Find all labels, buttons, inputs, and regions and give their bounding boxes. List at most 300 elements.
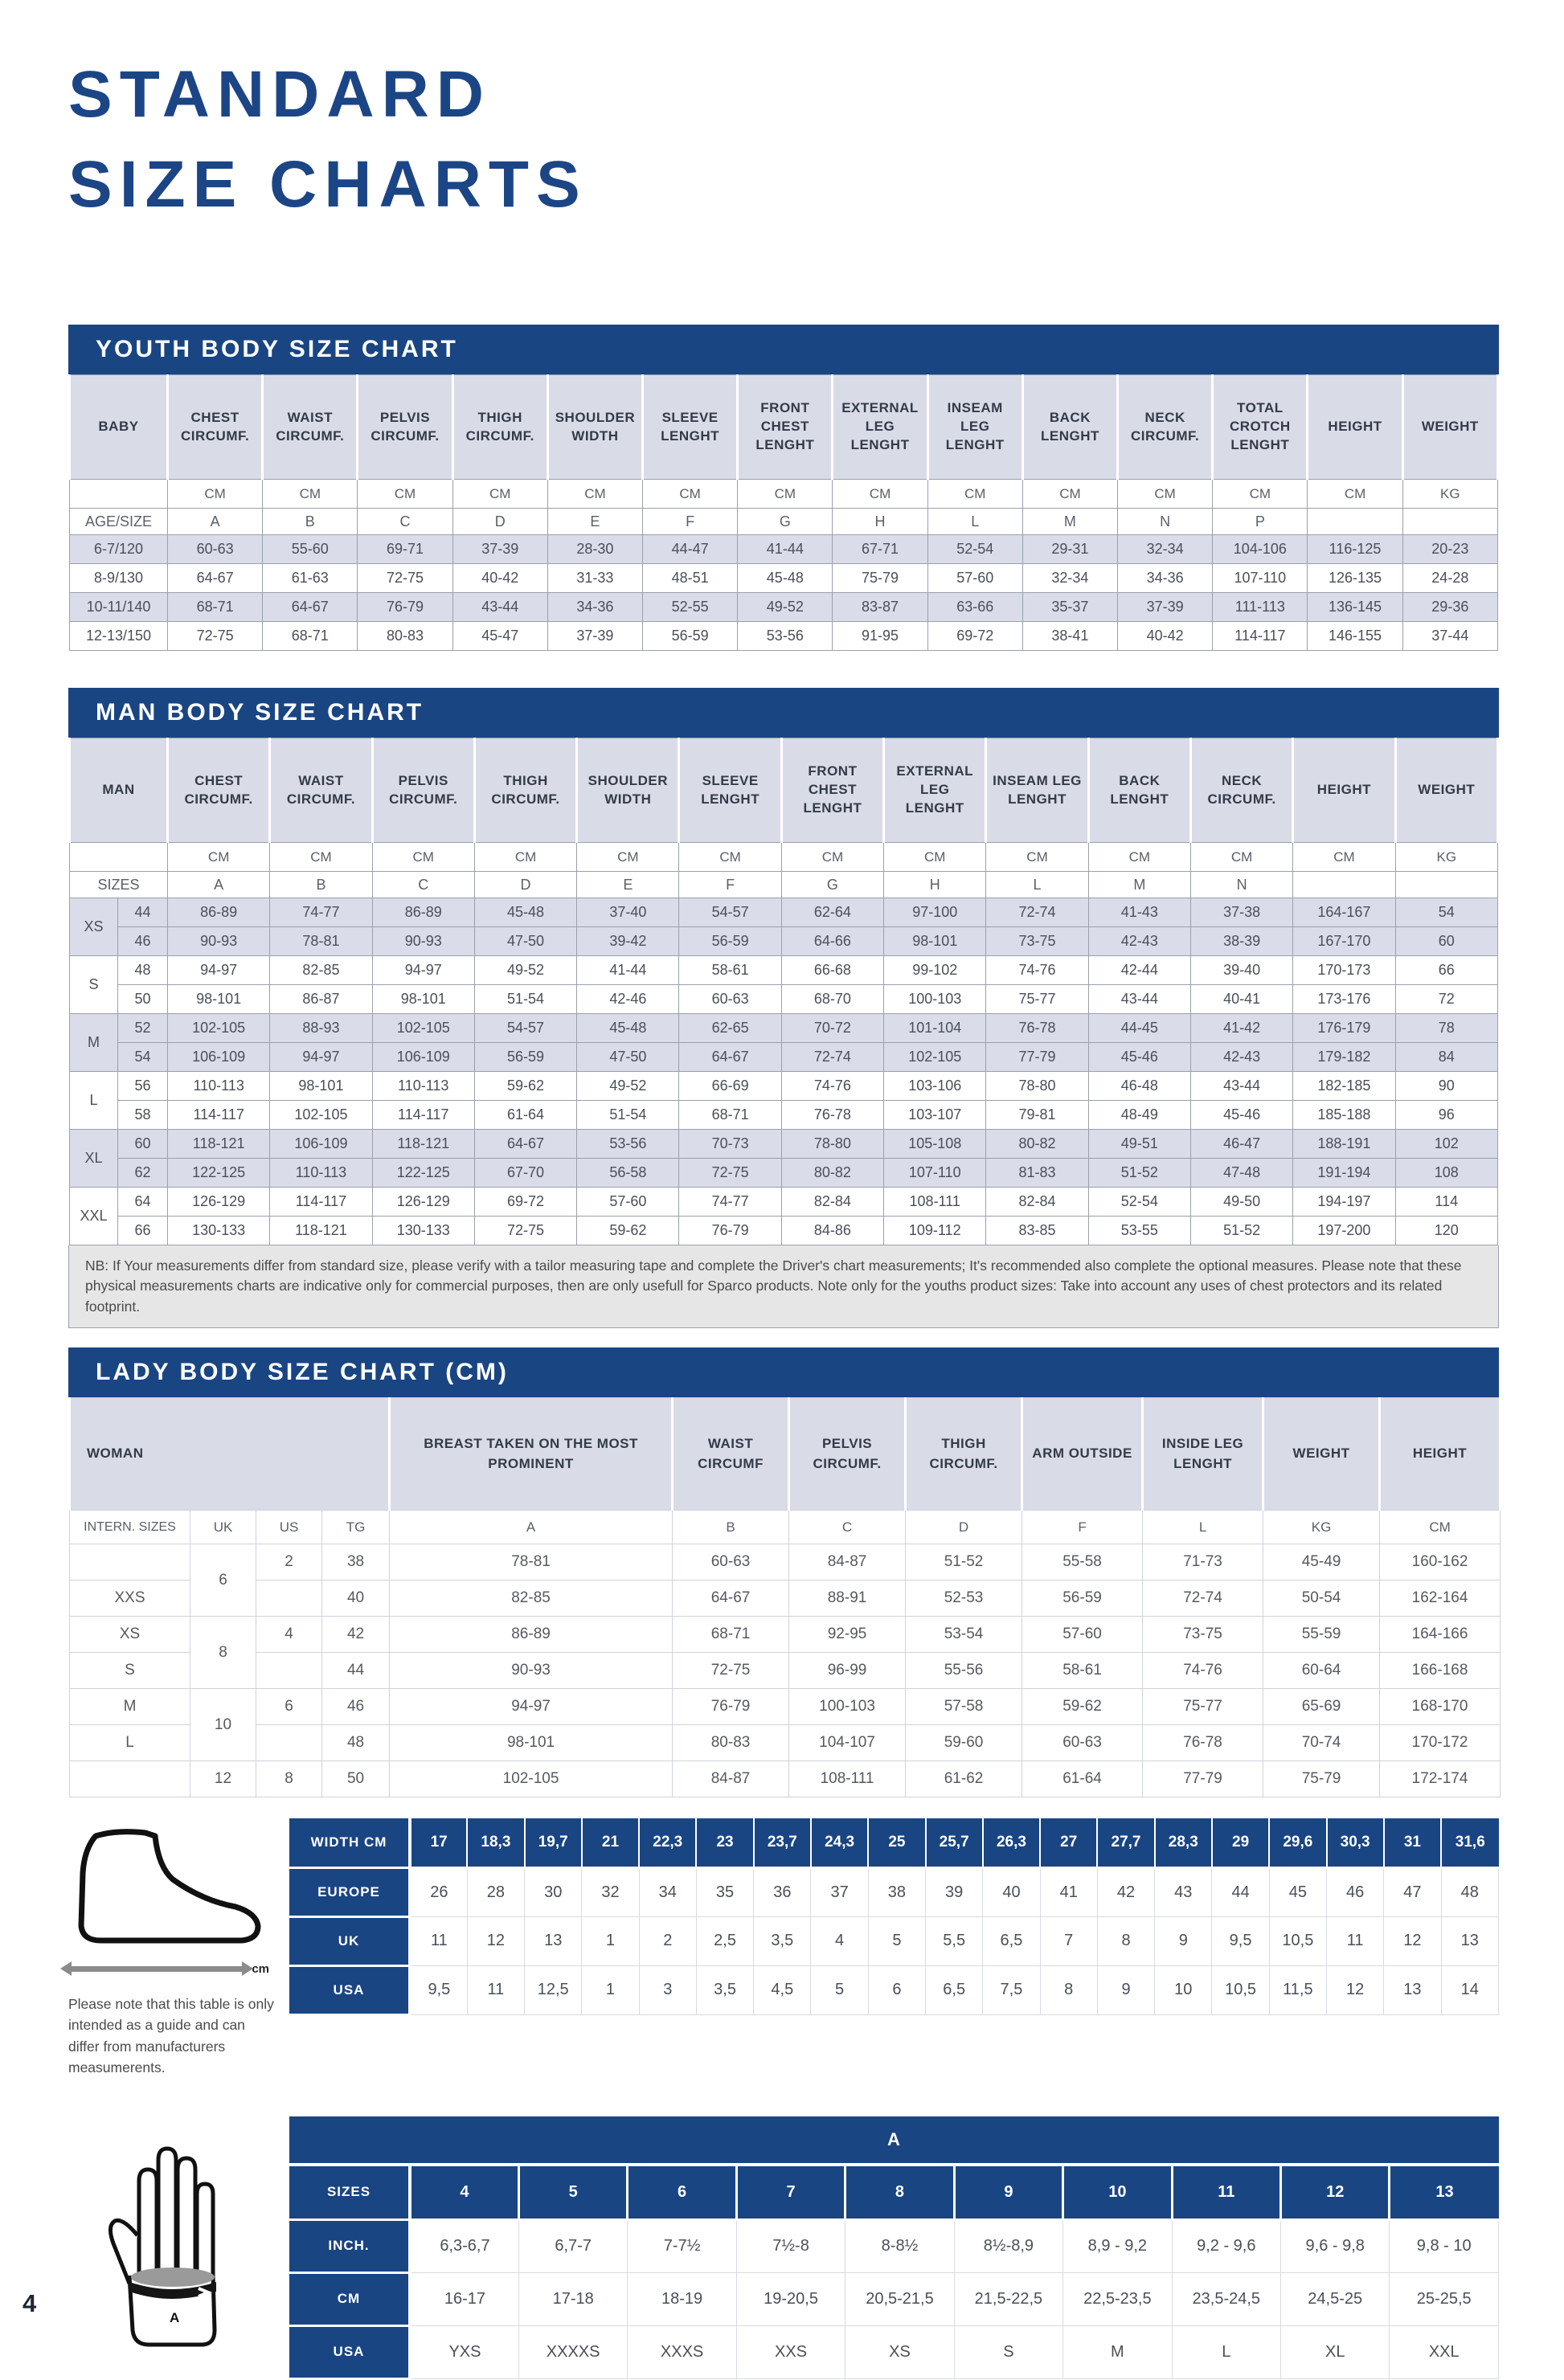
- lady-section-title: LADY BODY SIZE CHART (CM): [68, 1347, 1499, 1397]
- shoe-europe-cell: 48: [1441, 1867, 1498, 1916]
- man-section: [68, 688, 1499, 1328]
- youth-value-cell: 32-34: [1022, 564, 1117, 593]
- man-unit-cell: CM: [1293, 843, 1395, 872]
- lady-value-cell: 55-56: [906, 1653, 1022, 1689]
- youth-col-header: FRONT CHEST LENGHT: [738, 375, 833, 480]
- man-value-cell: 188-191: [1293, 1130, 1395, 1159]
- youth-value-cell: 104-106: [1213, 535, 1308, 564]
- shoe-uk-cell: 8: [1097, 1916, 1154, 1965]
- shoe-usa-cell: 11,5: [1269, 1965, 1326, 2014]
- man-value-cell: 72-74: [781, 1043, 883, 1072]
- lady-value-cell: 57-60: [1022, 1617, 1143, 1653]
- youth-value-cell: 24-28: [1402, 564, 1497, 593]
- man-value-cell: 79-81: [986, 1101, 1088, 1130]
- youth-letter-cell: D: [452, 509, 547, 535]
- man-value-cell: 102-105: [884, 1043, 986, 1072]
- man-unit-cell: CM: [1190, 843, 1292, 872]
- youth-value-cell: 37-39: [547, 622, 642, 651]
- man-value-cell: 43-44: [1190, 1072, 1292, 1101]
- lady-value-cell: 75-77: [1143, 1689, 1263, 1725]
- youth-header-row: [70, 375, 1498, 480]
- man-value-cell: 118-121: [372, 1130, 474, 1159]
- lady-us-cell: [256, 1581, 322, 1617]
- youth-letter-cell: M: [1022, 509, 1117, 535]
- youth-value-cell: 136-145: [1308, 593, 1402, 622]
- glove-size-cell: 9: [954, 2166, 1062, 2219]
- man-unit-cell: KG: [1395, 843, 1497, 872]
- lady-value-cell: 55-59: [1263, 1617, 1380, 1653]
- glove-usa-cell: XXXS: [628, 2325, 736, 2378]
- lady-uk-cell: 6: [190, 1544, 256, 1617]
- shoe-uk-cell: 11: [1327, 1916, 1384, 1965]
- youth-unit-cell: CM: [738, 480, 833, 509]
- shoe-uk-cell: 9,5: [1212, 1916, 1269, 1965]
- youth-units-row: [70, 480, 1498, 509]
- lady-uk-cell: 10: [190, 1689, 256, 1761]
- youth-table: [68, 374, 1499, 651]
- man-value-cell: 51-52: [1190, 1217, 1292, 1245]
- man-value-cell: 110-113: [168, 1072, 270, 1101]
- youth-unit-cell: CM: [833, 480, 927, 509]
- shoe-uk-cell: 7: [1040, 1916, 1097, 1965]
- youth-col-header: THIGH CIRCUMF.: [452, 375, 547, 480]
- man-value-cell: 107-110: [884, 1159, 986, 1188]
- man-value-cell: 45-48: [474, 898, 576, 927]
- shoe-europe-cell: 47: [1384, 1867, 1441, 1916]
- youth-value-cell: 41-44: [738, 535, 833, 564]
- youth-size-cell: 6-7/120: [70, 535, 168, 564]
- youth-letter-cell: AGE/SIZE: [70, 509, 168, 535]
- shoe-usa-cell: 7,5: [983, 1965, 1040, 2014]
- man-value-cell: 82-84: [986, 1188, 1088, 1217]
- youth-value-cell: 64-67: [168, 564, 263, 593]
- youth-unit-cell: [70, 480, 168, 509]
- hand-measure-label: A: [170, 2310, 180, 2326]
- shoe-europe-cell: 39: [926, 1867, 983, 1916]
- youth-section-title: YOUTH BODY SIZE CHART: [68, 325, 1499, 374]
- man-value-cell: 90-93: [168, 927, 270, 956]
- man-value-cell: 57-60: [577, 1188, 679, 1217]
- man-size-group-cell: XL: [70, 1130, 118, 1188]
- shoe-width-cell: 17: [410, 1818, 467, 1867]
- man-unit-cell: CM: [577, 843, 679, 872]
- youth-value-cell: 80-83: [358, 622, 452, 651]
- man-value-cell: 41-42: [1190, 1014, 1292, 1043]
- youth-size-cell: 10-11/140: [70, 593, 168, 622]
- man-value-cell: 126-129: [372, 1188, 474, 1217]
- youth-unit-cell: CM: [358, 480, 452, 509]
- man-value-cell: 54-57: [474, 1014, 576, 1043]
- man-value-cell: 114-117: [168, 1101, 270, 1130]
- man-value-cell: 167-170: [1293, 927, 1395, 956]
- man-value-cell: 106-109: [270, 1130, 372, 1159]
- man-value-cell: 96: [1395, 1101, 1497, 1130]
- man-value-cell: 64-66: [781, 927, 883, 956]
- man-value-cell: 86-89: [372, 898, 474, 927]
- man-value-cell: 114: [1395, 1188, 1497, 1217]
- shoe-table: [289, 1818, 1499, 2016]
- glove-inch-cell: 8½-8,9: [954, 2219, 1062, 2272]
- youth-value-cell: 72-75: [358, 564, 452, 593]
- glove-usa-cell: L: [1172, 2325, 1280, 2378]
- man-value-cell: 54-57: [679, 898, 781, 927]
- youth-unit-cell: CM: [1308, 480, 1402, 509]
- man-value-cell: 53-56: [577, 1130, 679, 1159]
- lady-subheader-cell: L: [1143, 1511, 1263, 1544]
- lady-value-cell: 61-62: [906, 1761, 1022, 1797]
- glove-size-cell: 12: [1281, 2166, 1390, 2219]
- man-value-cell: 37-38: [1190, 898, 1292, 927]
- shoe-europe-cell: 32: [582, 1867, 639, 1916]
- glove-measure-bar: A: [289, 2116, 1499, 2163]
- shoe-width-cell: 23,7: [754, 1818, 811, 1867]
- youth-letter-cell: E: [547, 509, 642, 535]
- man-value-cell: 49-52: [577, 1072, 679, 1101]
- man-value-cell: 100-103: [884, 985, 986, 1014]
- lady-col-header: INSIDE LEG LENGHT: [1143, 1398, 1263, 1511]
- youth-unit-cell: CM: [927, 480, 1022, 509]
- youth-value-cell: 55-60: [263, 535, 358, 564]
- lady-value-cell: 58-61: [1022, 1653, 1143, 1689]
- youth-value-cell: 37-39: [452, 535, 547, 564]
- boot-width-arrow: [68, 1962, 269, 1976]
- lady-col-header: BREAST TAKEN ON THE MOST PROMINENT: [390, 1398, 673, 1511]
- lady-section: [68, 1347, 1499, 1797]
- youth-value-cell: 61-63: [263, 564, 358, 593]
- man-letter-cell: H: [884, 872, 986, 898]
- glove-cm-cell: 20,5-21,5: [845, 2272, 954, 2325]
- man-unit-cell: CM: [884, 843, 986, 872]
- shoe-width-cell: 18,3: [467, 1818, 524, 1867]
- man-value-cell: 83-85: [986, 1217, 1088, 1245]
- man-col-header: FRONT CHEST LENGHT: [781, 738, 883, 843]
- man-value-cell: 72-74: [986, 898, 1088, 927]
- youth-value-cell: 52-55: [643, 593, 738, 622]
- shoe-icon-column: [68, 1818, 289, 2078]
- glove-usa-cell: XS: [845, 2325, 954, 2378]
- man-value-cell: 44-45: [1088, 1014, 1190, 1043]
- man-value-cell: 173-176: [1293, 985, 1395, 1014]
- man-size-cell: 44: [118, 898, 168, 927]
- lady-value-cell: 60-63: [673, 1544, 789, 1581]
- lady-value-cell: 92-95: [789, 1617, 906, 1653]
- man-col-header: CHEST CIRCUMF.: [168, 738, 270, 843]
- lady-tg-cell: 42: [322, 1617, 390, 1653]
- youth-col-header: SLEEVE LENGHT: [643, 375, 738, 480]
- lady-intern-size-cell: [70, 1761, 190, 1797]
- shoe-width-cell: 27: [1040, 1818, 1097, 1867]
- man-value-cell: 76-78: [781, 1101, 883, 1130]
- youth-value-cell: 126-135: [1308, 564, 1402, 593]
- youth-value-cell: 146-155: [1308, 622, 1402, 651]
- man-value-cell: 68-71: [679, 1101, 781, 1130]
- man-size-cell: 50: [118, 985, 168, 1014]
- youth-value-cell: 111-113: [1213, 593, 1308, 622]
- man-value-cell: 78-80: [986, 1072, 1088, 1101]
- man-value-cell: 78-80: [781, 1130, 883, 1159]
- man-letter-cell: D: [474, 872, 576, 898]
- glove-inch-cell: 8,9 - 9,2: [1063, 2219, 1172, 2272]
- lady-subheader-cell: UK: [190, 1511, 256, 1544]
- man-value-cell: 48-49: [1088, 1101, 1190, 1130]
- man-data-row: [70, 1130, 1498, 1159]
- youth-value-cell: 69-72: [927, 622, 1022, 651]
- lady-value-cell: 76-79: [673, 1689, 789, 1725]
- youth-value-cell: 32-34: [1118, 535, 1213, 564]
- youth-value-cell: 29-31: [1022, 535, 1117, 564]
- shoe-usa-cell: 12: [1327, 1965, 1384, 2014]
- lady-us-cell: 6: [256, 1689, 322, 1725]
- youth-unit-cell: KG: [1402, 480, 1497, 509]
- glove-inch-cell: 8-8½: [845, 2219, 954, 2272]
- man-value-cell: 82-84: [781, 1188, 883, 1217]
- shoe-europe-cell: 26: [410, 1867, 467, 1916]
- man-value-cell: 59-62: [577, 1217, 679, 1245]
- lady-col-header: ARM OUTSIDE: [1022, 1398, 1143, 1511]
- lady-us-cell: 2: [256, 1544, 322, 1581]
- man-value-cell: 74-77: [270, 898, 372, 927]
- shoe-row-header: WIDTH CM: [289, 1818, 410, 1867]
- man-value-cell: 78-81: [270, 927, 372, 956]
- shoe-width-cell: 25,7: [926, 1818, 983, 1867]
- glove-size-cell: 10: [1063, 2166, 1172, 2219]
- shoe-europe-cell: 36: [754, 1867, 811, 1916]
- youth-col-header: NECK CIRCUMF.: [1118, 375, 1213, 480]
- lady-tg-cell: 48: [322, 1725, 390, 1761]
- lady-tg-cell: 50: [322, 1761, 390, 1797]
- shoe-uk-cell: 6,5: [983, 1916, 1040, 1965]
- man-value-cell: 101-104: [884, 1014, 986, 1043]
- lady-value-cell: 94-97: [390, 1689, 673, 1725]
- lady-data-row: [70, 1653, 1501, 1689]
- glove-cm-cell: 17-18: [518, 2272, 627, 2325]
- youth-letter-cell: H: [833, 509, 927, 535]
- man-value-cell: 77-79: [986, 1043, 1088, 1072]
- man-value-cell: 41-43: [1088, 898, 1190, 927]
- shoe-uk-cell: 13: [1441, 1916, 1498, 1965]
- shoe-usa-cell: 3: [639, 1965, 696, 2014]
- youth-value-cell: 83-87: [833, 593, 927, 622]
- shoe-note: Please note that this table is only intended as a guide and can differ from manufacturers measumerents.: [68, 1996, 274, 2075]
- youth-value-cell: 75-79: [833, 564, 927, 593]
- double-arrow-icon: [70, 1966, 244, 1972]
- glove-size-cell: 11: [1172, 2166, 1280, 2219]
- youth-value-cell: 20-23: [1402, 535, 1497, 564]
- man-value-cell: 68-70: [781, 985, 883, 1014]
- man-value-cell: 38-39: [1190, 927, 1292, 956]
- man-size-cell: 66: [118, 1217, 168, 1245]
- youth-value-cell: 57-60: [927, 564, 1022, 593]
- youth-value-cell: 68-71: [263, 622, 358, 651]
- glove-usa-cell: S: [954, 2325, 1062, 2378]
- man-value-cell: 61-64: [474, 1101, 576, 1130]
- shoe-uk-cell: 9: [1155, 1916, 1212, 1965]
- lady-uk-cell: 12: [190, 1761, 256, 1797]
- youth-letter-cell: [1308, 509, 1402, 535]
- man-unit-cell: CM: [474, 843, 576, 872]
- lady-us-cell: [256, 1653, 322, 1689]
- glove-cm-row: [289, 2272, 1499, 2325]
- shoe-usa-cell: 12,5: [525, 1965, 582, 2014]
- man-value-cell: 82-85: [270, 956, 372, 985]
- man-value-cell: 56-58: [577, 1159, 679, 1188]
- lady-intern-size-cell: M: [70, 1689, 190, 1725]
- man-data-row: [70, 956, 1498, 985]
- lady-value-cell: 88-91: [789, 1581, 906, 1617]
- youth-data-row: [70, 622, 1498, 651]
- lady-tg-cell: 38: [322, 1544, 390, 1581]
- lady-value-cell: 71-73: [1143, 1544, 1263, 1581]
- man-letter-cell: C: [372, 872, 474, 898]
- man-value-cell: 114-117: [270, 1188, 372, 1217]
- page-title-line2: SIZE CHARTS: [68, 148, 588, 221]
- man-value-cell: 102: [1395, 1130, 1497, 1159]
- shoe-europe-cell: 46: [1327, 1867, 1384, 1916]
- shoe-width-cell: 19,7: [525, 1818, 582, 1867]
- lady-col-header: THIGH CIRCUMF.: [906, 1398, 1022, 1511]
- page-title: [68, 50, 1499, 230]
- lady-data-row: [70, 1725, 1501, 1761]
- youth-value-cell: 53-56: [738, 622, 833, 651]
- lady-subheader-cell: KG: [1263, 1511, 1380, 1544]
- man-value-cell: 99-102: [884, 956, 986, 985]
- glove-cm-cell: 25-25,5: [1390, 2272, 1499, 2325]
- shoe-europe-cell: 44: [1212, 1867, 1269, 1916]
- youth-unit-cell: CM: [168, 480, 263, 509]
- man-value-cell: 46-47: [1190, 1130, 1292, 1159]
- man-size-cell: 56: [118, 1072, 168, 1101]
- glove-size-cell: 5: [518, 2166, 627, 2219]
- man-value-cell: 122-125: [168, 1159, 270, 1188]
- shoe-europe-cell: 34: [639, 1867, 696, 1916]
- youth-data-row: [70, 564, 1498, 593]
- man-value-cell: 59-62: [474, 1072, 576, 1101]
- shoe-width-cell: 22,3: [639, 1818, 696, 1867]
- youth-value-cell: 37-44: [1402, 622, 1497, 651]
- man-col-header: THIGH CIRCUMF.: [474, 738, 576, 843]
- shoe-uk-cell: 3,5: [754, 1916, 811, 1965]
- man-value-cell: 118-121: [270, 1217, 372, 1245]
- glove-sizes-row: [289, 2166, 1499, 2219]
- shoe-usa-cell: 6,5: [926, 1965, 983, 2014]
- man-value-cell: 73-75: [986, 927, 1088, 956]
- man-col-header: WEIGHT: [1395, 738, 1497, 843]
- glove-usa-row: [289, 2325, 1499, 2378]
- lady-intern-size-cell: S: [70, 1653, 190, 1689]
- lady-subheader-cell: F: [1022, 1511, 1143, 1544]
- lady-value-cell: 61-64: [1022, 1761, 1143, 1797]
- lady-subheader-cell: C: [789, 1511, 906, 1544]
- lady-value-cell: 57-58: [906, 1689, 1022, 1725]
- lady-tg-cell: 40: [322, 1581, 390, 1617]
- man-letter-cell: SIZES: [70, 872, 168, 898]
- lady-value-cell: 170-172: [1380, 1725, 1501, 1761]
- glove-size-cell: 4: [410, 2166, 518, 2219]
- man-value-cell: 60: [1395, 927, 1497, 956]
- shoe-europe-cell: 43: [1155, 1867, 1212, 1916]
- lady-value-cell: 160-162: [1380, 1544, 1501, 1581]
- shoe-europe-cell: 38: [868, 1867, 925, 1916]
- lady-value-cell: 108-111: [789, 1761, 906, 1797]
- youth-letter-cell: G: [738, 509, 833, 535]
- man-value-cell: 185-188: [1293, 1101, 1395, 1130]
- hand-icon: [84, 2123, 245, 2364]
- man-letter-cell: [1293, 872, 1395, 898]
- lady-table: [68, 1397, 1501, 1797]
- glove-cm-cell: 22,5-23,5: [1063, 2272, 1172, 2325]
- man-value-cell: 49-52: [474, 956, 576, 985]
- page-title-line1: STANDARD: [68, 58, 492, 131]
- lady-value-cell: 82-85: [390, 1581, 673, 1617]
- man-value-cell: 51-54: [474, 985, 576, 1014]
- man-value-cell: 39-40: [1190, 956, 1292, 985]
- man-value-cell: 62-65: [679, 1014, 781, 1043]
- youth-letter-cell: F: [643, 509, 738, 535]
- man-value-cell: 74-76: [986, 956, 1088, 985]
- man-value-cell: 66: [1395, 956, 1497, 985]
- lady-value-cell: 96-99: [789, 1653, 906, 1689]
- youth-letter-cell: L: [927, 509, 1022, 535]
- lady-value-cell: 76-78: [1143, 1725, 1263, 1761]
- man-value-cell: 45-46: [1088, 1043, 1190, 1072]
- man-value-cell: 67-70: [474, 1159, 576, 1188]
- man-value-cell: 122-125: [372, 1159, 474, 1188]
- youth-value-cell: 28-30: [547, 535, 642, 564]
- youth-col-header: PELVIS CIRCUMF.: [358, 375, 452, 480]
- shoe-uk-cell: 2: [639, 1916, 696, 1965]
- man-value-cell: 90: [1395, 1072, 1497, 1101]
- man-value-cell: 105-108: [884, 1130, 986, 1159]
- youth-value-cell: 38-41: [1022, 622, 1117, 651]
- lady-value-cell: 102-105: [390, 1761, 673, 1797]
- man-size-group-cell: L: [70, 1072, 118, 1130]
- man-value-cell: 126-129: [168, 1188, 270, 1217]
- youth-value-cell: 67-71: [833, 535, 927, 564]
- shoe-usa-cell: 4,5: [754, 1965, 811, 2014]
- man-value-cell: 60-63: [679, 985, 781, 1014]
- man-value-cell: 41-44: [577, 956, 679, 985]
- man-value-cell: 98-101: [372, 985, 474, 1014]
- shoe-width-cell: 29: [1212, 1818, 1269, 1867]
- man-value-cell: 179-182: [1293, 1043, 1395, 1072]
- man-col-header: INSEAM LEG LENGHT: [986, 738, 1088, 843]
- youth-value-cell: 29-36: [1402, 593, 1497, 622]
- man-letter-cell: L: [986, 872, 1088, 898]
- lady-value-cell: 53-54: [906, 1617, 1022, 1653]
- man-value-cell: 94-97: [168, 956, 270, 985]
- glove-size-cell: 7: [736, 2166, 845, 2219]
- man-data-row: [70, 1159, 1498, 1188]
- youth-unit-cell: CM: [452, 480, 547, 509]
- man-value-cell: 103-106: [884, 1072, 986, 1101]
- man-value-cell: 88-93: [270, 1014, 372, 1043]
- lady-value-cell: 72-75: [673, 1653, 789, 1689]
- shoe-width-cell: 31,6: [1441, 1818, 1498, 1867]
- lady-value-cell: 104-107: [789, 1725, 906, 1761]
- shoe-width-cell: 24,3: [811, 1818, 868, 1867]
- glove-cm-cell: 16-17: [410, 2272, 518, 2325]
- man-col-header: HEIGHT: [1293, 738, 1395, 843]
- shoe-usa-cell: 10,5: [1212, 1965, 1269, 2014]
- man-value-cell: 102-105: [372, 1014, 474, 1043]
- man-value-cell: 108: [1395, 1159, 1497, 1188]
- man-size-cell: 62: [118, 1159, 168, 1188]
- youth-letters-row: [70, 509, 1498, 535]
- lady-data-row: [70, 1581, 1501, 1617]
- man-value-cell: 120: [1395, 1217, 1497, 1245]
- glove-usa-cell: XXS: [736, 2325, 845, 2378]
- man-value-cell: 182-185: [1293, 1072, 1395, 1101]
